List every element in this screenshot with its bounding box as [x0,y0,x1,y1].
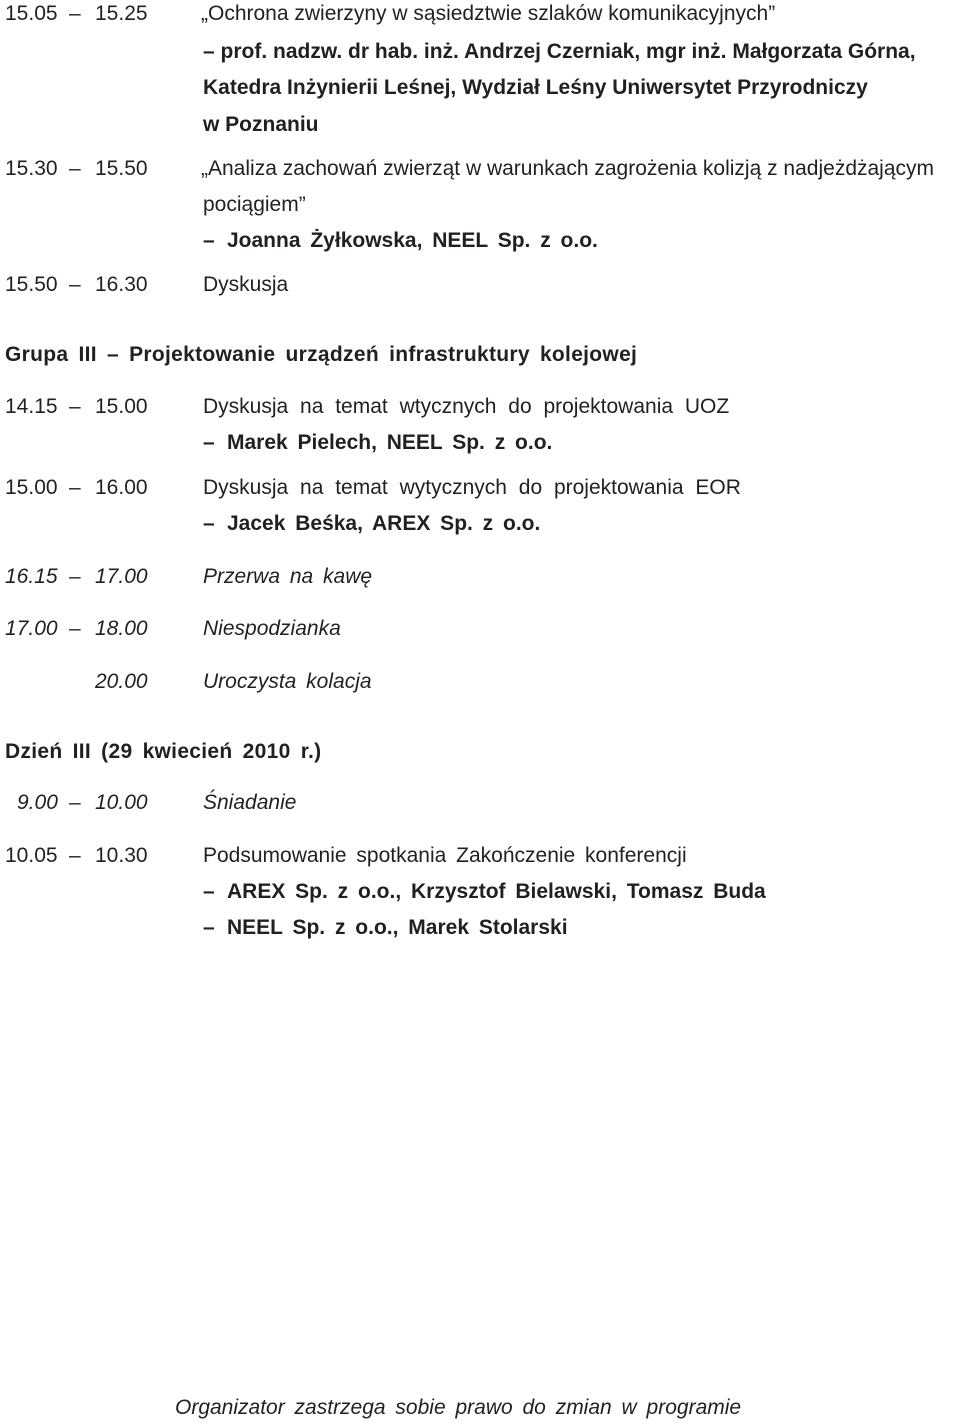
time-dash: – [69,476,81,499]
speaker-name: AREX Sp. z o.o., Krzysztof Bielawski, Tomasz Buda [227,880,766,903]
time-dash: – [69,395,81,418]
time-start: 15.30 [5,157,58,180]
speaker-line: Katedra Inżynierii Leśnej, Wydział Leśny Uniwersytet Przyrodniczy [203,76,868,99]
talk-title: Dyskusja na temat wytycznych do projektowania EOR [203,476,741,499]
time-dash: – [69,565,81,588]
speaker-name: NEEL Sp. z o.o., Marek Stolarski [227,916,568,939]
section-heading: Grupa III – Projektowanie urządzeń infrastruktury kolejowej [5,343,638,366]
speaker-dash: – [203,916,215,939]
talk-title: Podsumowanie spotkania Zakończenie konferencji [203,844,687,867]
time-end: 15.00 [95,395,148,418]
time-start: 17.00 [5,617,58,640]
time-dash: – [69,844,81,867]
time-start: 14.15 [5,395,58,418]
time-dash: – [69,157,81,180]
time-end: 16.30 [95,273,148,296]
time-end: 17.00 [95,565,148,588]
time-end: 15.50 [95,157,148,180]
speaker-line: – prof. nadzw. dr hab. inż. Andrzej Czerniak, mgr inż. Małgorzata Górna, [203,40,916,63]
time-dash: – [69,2,81,25]
talk-title: „Analiza zachowań zwierząt w warunkach zagrożenia kolizją z nadjeżdżającym [201,157,935,180]
time-start: 15.05 [5,2,58,25]
time-end: 10.00 [95,791,148,814]
talk-title: Śniadanie [203,791,297,814]
talk-title: Dyskusja [203,273,289,296]
time-dash: – [69,791,81,814]
time-end: 20.00 [95,670,148,693]
speaker-name: Marek Pielech, NEEL Sp. z o.o. [227,431,553,454]
time-start: 15.50 [5,273,58,296]
speaker-dash: – [203,512,215,535]
talk-title: Uroczysta kolacja [203,670,372,693]
speaker-dash: – [203,880,215,903]
time-start: 10.05 [5,844,58,867]
talk-title: Przerwa na kawę [203,565,373,588]
time-dash: – [69,617,81,640]
talk-title: pociągiem” [203,193,306,216]
time-dash: – [69,273,81,296]
speaker-dash: – [203,229,215,252]
day-heading: Dzień III (29 kwiecień 2010 r.) [5,740,322,763]
speaker-dash: – [203,431,215,454]
time-end: 18.00 [95,617,148,640]
talk-title: Niespodzianka [203,617,341,640]
footer-note: Organizator zastrzega sobie prawo do zmian w programie [175,1396,742,1419]
talk-title: „Ochrona zwierzyny w sąsiedztwie szlaków komunikacyjnych” [201,2,776,25]
time-end: 15.25 [95,2,148,25]
speaker-line: w Poznaniu [203,113,319,136]
time-start: 16.15 [5,565,58,588]
time-start: 9.00 [17,791,58,814]
time-start: 15.00 [5,476,58,499]
time-end: 16.00 [95,476,148,499]
talk-title: Dyskusja na temat wtycznych do projektowania UOZ [203,395,730,418]
speaker-name: Joanna Żyłkowska, NEEL Sp. z o.o. [227,229,598,252]
speaker-name: Jacek Beśka, AREX Sp. z o.o. [227,512,541,535]
time-end: 10.30 [95,844,148,867]
